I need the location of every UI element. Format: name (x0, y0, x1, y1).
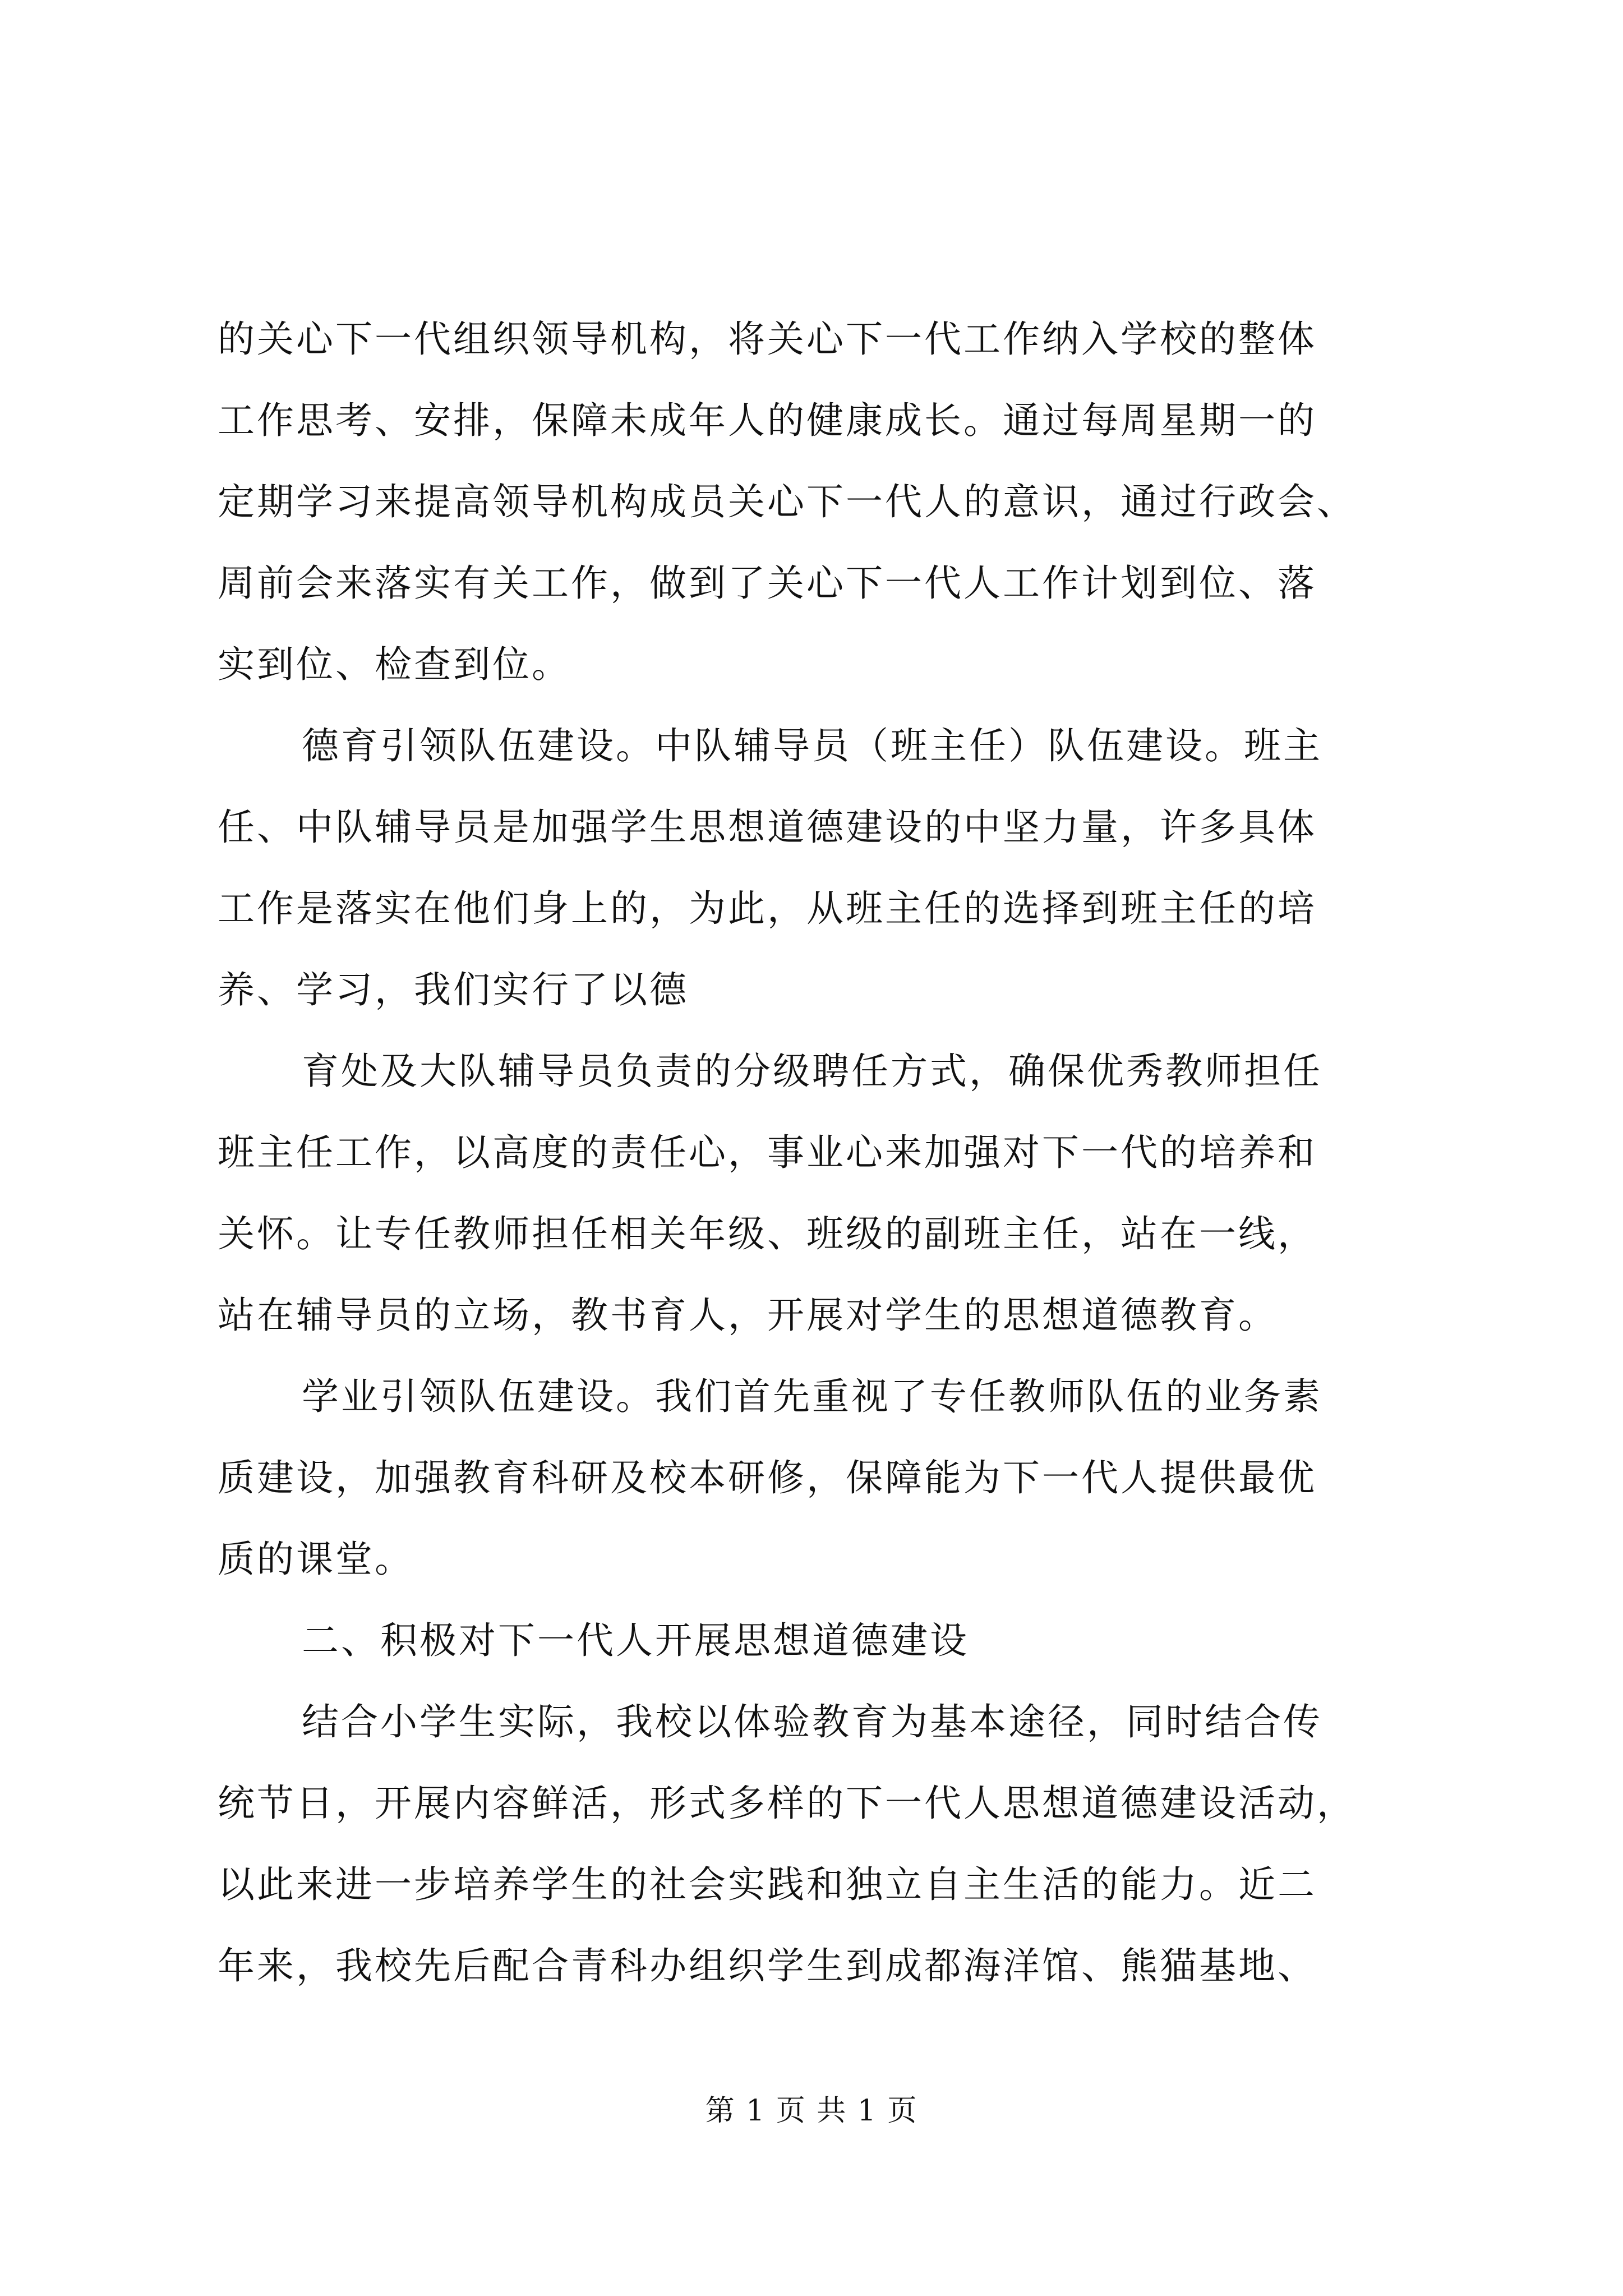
paragraph-first-line: 学业引领队伍建设。我们首先重视了专任教师队伍的业务素 (302, 1375, 1322, 1418)
text-line: 定期学习来提高领导机构成员关心下一代人的意识，通过行政会、 (218, 480, 1356, 523)
text-line: 实到位、检查到位。 (218, 643, 571, 686)
page-footer: 第 1 页 共 1 页 (705, 2094, 918, 2128)
text-line: 班主任工作，以高度的责任心，事业心来加强对下一代的培养和 (218, 1131, 1317, 1174)
paragraph-first-line: 德育引领队伍建设。中队辅导员（班主任）队伍建设。班主 (302, 724, 1322, 767)
text-line: 年来，我校先后配合青科办组织学生到成都海洋馆、熊猫基地、 (218, 1944, 1317, 1987)
text-line: 以此来进一步培养学生的社会实践和独立自主生活的能力。近二 (218, 1863, 1317, 1906)
text-line: 工作思考、安排，保障未成年人的健康成长。通过每周星期一的 (218, 399, 1317, 442)
text-line: 质的课堂。 (218, 1538, 414, 1581)
text-line: 站在辅导员的立场，教书育人，开展对学生的思想道德教育。 (218, 1294, 1278, 1337)
text-line: 统节日，开展内容鲜活，形式多样的下一代人思想道德建设活动， (218, 1782, 1356, 1825)
text-line: 任、中队辅导员是加强学生思想道德建设的中坚力量，许多具体 (218, 806, 1317, 849)
text-line: 的关心下一代组织领导机构，将关心下一代工作纳入学校的整体 (218, 318, 1317, 361)
text-line: 关怀。让专任教师担任相关年级、班级的副班主任，站在一线， (218, 1212, 1317, 1255)
paragraph-first-line: 育处及大队辅导员负责的分级聘任方式，确保优秀教师担任 (302, 1050, 1322, 1093)
text-line: 质建设，加强教育科研及校本研修，保障能为下一代人提供最优 (218, 1456, 1317, 1499)
text-line: 周前会来落实有关工作，做到了关心下一代人工作计划到位、落 (218, 562, 1317, 605)
text-line: 养、学习，我们实行了以德 (218, 968, 689, 1011)
paragraph-first-line: 结合小学生实际，我校以体验教育为基本途径，同时结合传 (302, 1700, 1322, 1743)
section-heading: 二、积极对下一代人开展思想道德建设 (302, 1619, 969, 1662)
text-line: 工作是落实在他们身上的，为此，从班主任的选择到班主任的培 (218, 887, 1317, 930)
